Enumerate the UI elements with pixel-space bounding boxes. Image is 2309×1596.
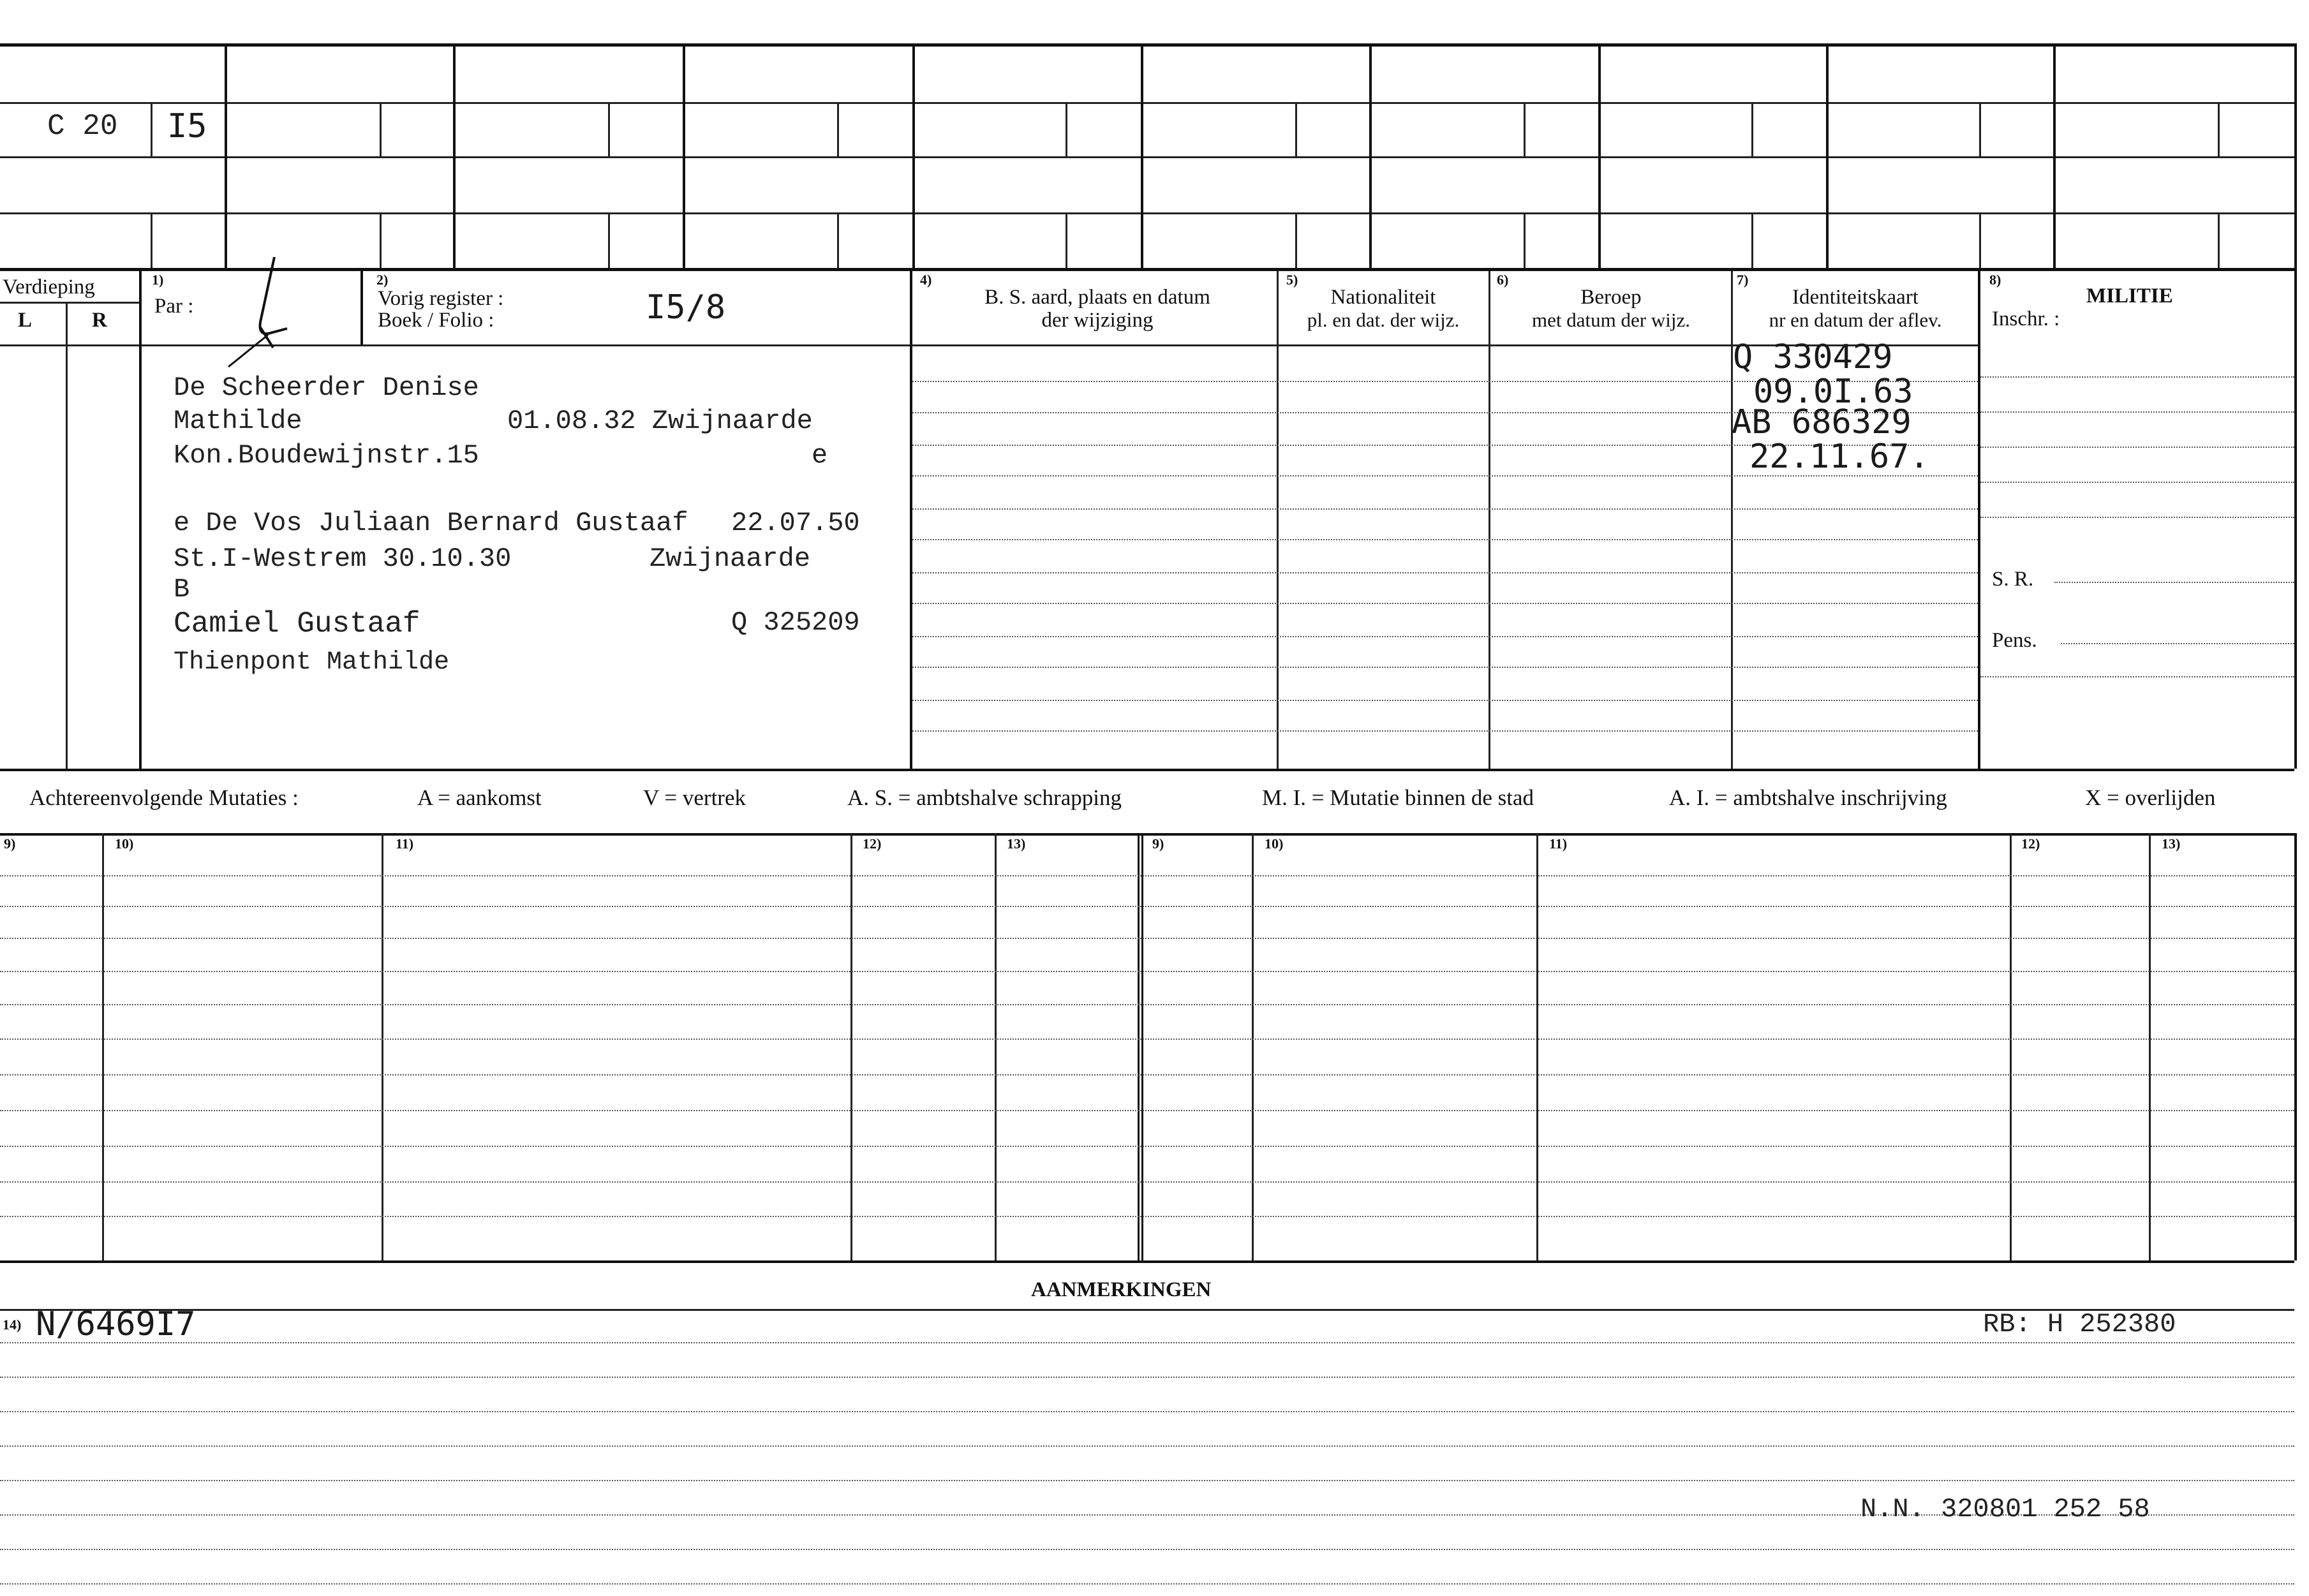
previous-register-value: I5/8 (646, 288, 726, 327)
militie-inschr-label: Inschr. : (1992, 307, 2060, 330)
register-code: C 20 (47, 110, 118, 143)
person-line-8: Thienpont Mathilde (174, 648, 450, 677)
legend-mutatie-stad: M. I. = Mutatie binnen de stad (1262, 785, 1534, 810)
legend-aankomst: A = aankomst (417, 785, 542, 810)
col2-label-line2: Boek / Folio : (378, 309, 494, 332)
mut-col-11: 11) (396, 836, 414, 852)
mut-col-11b: 11) (1549, 836, 1568, 852)
col5-line1: Nationaliteit (1330, 286, 1436, 309)
militie-title: MILITIE (2086, 284, 2173, 307)
col7-line2: nr en datum der aflev. (1769, 309, 1942, 331)
col2-label-line1: Vorig register : (378, 287, 504, 310)
col6-line1: Beroep (1580, 286, 1642, 309)
remarks-title: AANMERKINGEN (1031, 1278, 1212, 1301)
remarks-nn: N.N. 320801 252 58 (1860, 1494, 2150, 1525)
id-card-date-2: 22.11.67. (1749, 438, 1929, 476)
person-line-7: Camiel Gustaaf (174, 607, 420, 640)
legend-vertrek: V = vertrek (643, 785, 746, 810)
spouse-date: 22.07.50 (731, 508, 860, 538)
id-card-number-1: Q 330429 (1733, 338, 1893, 376)
remarks-rb: RB: H 252380 (1983, 1309, 2176, 1340)
verdieping-r: R (92, 309, 107, 332)
id-card-number-2: AB 686329 (1732, 403, 1912, 441)
person-e-mark: e (812, 440, 828, 471)
person-line-3: Kon.Boudewijnstr.15 (174, 440, 479, 471)
father-id: Q 325209 (731, 607, 860, 638)
col6-number: 6) (1497, 272, 1509, 288)
id-card-date-1: 09.0I.63 (1753, 373, 1913, 411)
person-line-5: St.I-Westrem 30.10.30 (174, 543, 512, 574)
col1-label: Par : (154, 295, 194, 318)
verdieping-l: L (18, 309, 33, 332)
mut-col-13: 13) (1007, 836, 1026, 852)
col8-number: 8) (1989, 272, 2001, 288)
mutations-title: Achtereenvolgende Mutaties : (29, 785, 299, 810)
legend-ambtshalve-schrapping: A. S. = ambtshalve schrapping (847, 785, 1122, 810)
person-line-6: B (174, 574, 190, 605)
col2-number: 2) (376, 272, 389, 288)
remarks-number: 14) (3, 1317, 22, 1333)
signature-mark (223, 252, 300, 373)
mut-col-13b: 13) (2162, 836, 2181, 852)
col7-line1: Identiteitskaart (1792, 286, 1919, 309)
legend-overlijden: X = overlijden (2085, 785, 2216, 810)
person-birth: 01.08.32 Zwijnaarde (507, 406, 813, 436)
col5-line2: pl. en dat. der wijz. (1307, 309, 1460, 331)
militie-pens-label: Pens. (1992, 629, 2037, 652)
person-line-4: e De Vos Juliaan Bernard Gustaaf (174, 508, 688, 538)
spouse-place: Zwijnaarde (650, 543, 811, 574)
col1-number: 1) (152, 272, 164, 288)
col5-number: 5) (1286, 272, 1298, 288)
verdieping-label: Verdieping (3, 276, 95, 299)
register-volume: I5 (167, 107, 207, 145)
person-line-2: Mathilde (174, 406, 302, 436)
col6-line2: met datum der wijz. (1532, 309, 1690, 331)
legend-ambtshalve-inschrijving: A. I. = ambtshalve inschrijving (1669, 785, 1947, 810)
col4-line1: B. S. aard, plaats en datum (984, 286, 1210, 309)
militie-sr-label: S. R. (1992, 568, 2034, 591)
mut-col-12: 12) (863, 836, 882, 852)
mut-col-10b: 10) (1265, 836, 1284, 852)
col4-number: 4) (920, 272, 932, 288)
person-line-1: De Scheerder Denise (174, 373, 479, 403)
mut-col-10: 10) (115, 836, 134, 852)
col7-number: 7) (1737, 272, 1749, 288)
mut-col-9b: 9) (1152, 836, 1164, 852)
mut-col-9: 9) (4, 836, 16, 852)
mut-col-12b: 12) (2021, 836, 2040, 852)
col4-line2: der wijziging (1041, 309, 1154, 332)
remarks-value: N/6469I7 (36, 1305, 196, 1343)
